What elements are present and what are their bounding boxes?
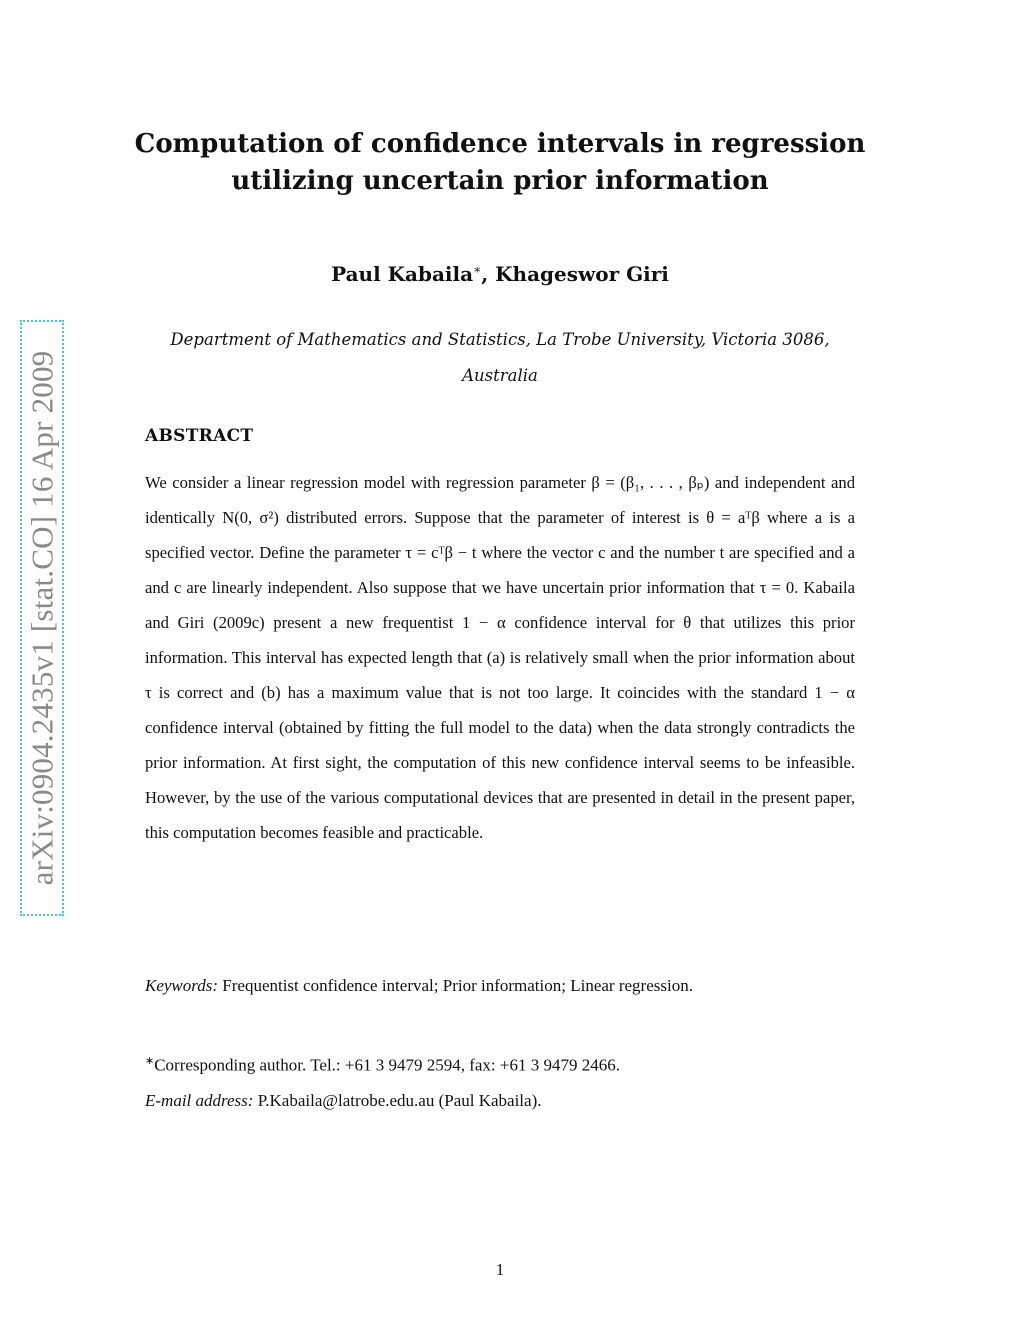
keywords-text: Frequentist confidence interval; Prior information; Linear regression. <box>218 976 693 995</box>
keywords-label: Keywords: <box>145 976 219 995</box>
corresponding-author-marker: ∗ <box>473 262 482 277</box>
author-rest: , Khageswor Giri <box>481 262 669 286</box>
footnote-contact <box>145 1044 855 1083</box>
email-label: E-mail address: <box>145 1090 254 1110</box>
affiliation-line-1: Department of Mathematics and Statistics, La Trobe University, Victoria 3086, <box>170 330 830 349</box>
affiliation <box>140 322 860 394</box>
footnote-contact-text: Corresponding author. Tel.: +61 3 9479 2594, fax: +61 3 9479 2466. <box>154 1055 620 1075</box>
footnote-marker: ∗ <box>145 1055 155 1067</box>
abstract-heading: ABSTRACT <box>145 426 254 446</box>
affiliation-line-2: Australia <box>462 366 538 385</box>
author-list <box>200 262 800 286</box>
footnote <box>145 1044 855 1118</box>
author-first: Paul Kabaila <box>331 262 474 286</box>
page-number: 1 <box>495 1260 505 1279</box>
title-line-2: utilizing uncertain prior information <box>231 166 769 196</box>
abstract-body: We consider a linear regression model with regression parameter β = (β₁, . . . , βₚ) and independent and identically N(0, σ²) distributed errors. Suppose that the parameter of interest is θ = aᵀβ where a is a specified vector. Define the parameter τ = cᵀβ − t where the vector c and the number t are specified and a and c are linearly independent. Also suppose that we have uncertain prior information that τ = 0. Kabaila and Giri (2009c) present a new frequentist 1 − α confidence interval for θ that utilizes this prior information. This interval has expected length that (a) is relatively small when the prior information about τ is correct and (b) has a maximum value that is not too large. It coincides with the standard 1 − α confidence interval (obtained by fitting the full model to the data) when the data strongly contradicts the prior information. At first sight, the computation of this new confidence interval seems to be infeasible. However, by the use of the various computational devices that are presented in detail in the present paper, this computation becomes feasible and practicable. <box>145 473 855 842</box>
keywords <box>145 976 855 996</box>
arxiv-identifier: arXiv:0904.2435v1 [stat.CO] 16 Apr 2009 <box>24 350 60 886</box>
email-text: P.Kabaila@latrobe.edu.au (Paul Kabaila). <box>253 1090 542 1110</box>
title-line-1: Computation of confidence intervals in regression <box>134 129 866 159</box>
footnote-email <box>145 1083 855 1118</box>
arxiv-stamp <box>20 320 64 916</box>
paper-title <box>120 126 880 200</box>
